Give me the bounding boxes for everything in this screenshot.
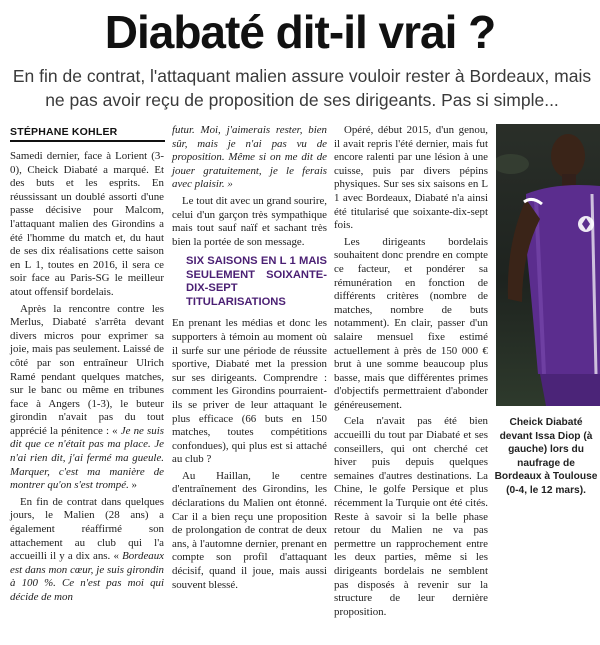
- paragraph: Opéré, début 2015, d'un genou, il avait repris l'été dernier, mais fut encore ralenti par une lésion à une cuisse, puis par divers pépins physiques. Sur ses six saisons en L 1 avec Bordeaux, Diabaté n'a ainsi été titularisé que soixante-dix-sept fois.: [334, 124, 488, 232]
- player-photo-illustration: [496, 124, 600, 406]
- paragraph: En prenant les médias et donc les supporters à témoin au moment où il surfe sur une période de réussite sportive, Diabaté met la pression sur ses dirigeants. Comprendre : comment les Girondins pourraient-ils se priver de leur attaquant le plus efficace (66 buts en 150 matches, toutes compétitions confondues), qui plus est si attaché au club ?: [172, 317, 327, 466]
- quote: Je ne suis dit que ce n'était pas ma place. Je n'ai rien dit, j'ai fermé ma gueule. Marquer, c'est ma manière de montrer qu'on s'est trompé.: [10, 424, 165, 492]
- quote: Bordeaux est dans mon cœur, je suis girondin à 100 %. Ce n'est pas moi qui décide de mon: [10, 550, 165, 603]
- paragraph: En fin de contrat dans quelques jours, le Malien (28 ans) a également réaffirmé son attachement au club qui l'a accueilli il y a dix ans. « Bordeaux est dans mon cœur, je suis girondin à 100 %. Ce n'est pas moi qui décide de mon: [10, 495, 165, 603]
- headline: Diabaté dit-il vrai ?: [104, 6, 496, 58]
- paragraph: Le tout dit avec un grand sourire, celui d'un garçon très sympathique mais tout sauf naïf et sachant très bien la portée de son message.: [172, 194, 327, 248]
- paragraph-text: Après la rencontre contre les Merlus, Diabaté s'arrêta devant divers micros pour exprimer sa joie, mais pas seulement. Laissé de côté par son entraîneur Ulrich Ramé pendant quelques matches, sur le banc ou même en tribunes face à Angers (1-3), le buteur girondin n'avait pas du tout apprécié la pénitence :: [10, 302, 164, 437]
- quote: futur. Moi, j'aimerais rester, bien sûr, mais je n'ai pas vu de proposition. Même si on me dit de jouer gratuitement, je le ferais avec plaisir.: [172, 124, 327, 191]
- standfirst: En fin de contrat, l'attaquant malien assure vouloir rester à Bordeaux, mais ne pas avoir reçu de proposition de ses dirigeants. Pas si simple...: [12, 66, 592, 110]
- paragraph: Après la rencontre contre les Merlus, Diabaté s'arrêta devant divers micros pour exprimer sa joie, mais pas seulement. Laissé de côté par son entraîneur Ulrich Ramé pendant quelques matches, sur le banc ou même en tribunes face à Angers (1-3), le buteur girondin n'avait pas du tout apprécié la pénitence : « Je ne suis dit que ce n'était pas ma place. Je n'ai rien dit, j'ai fermé ma gueule. Marquer, c'est ma manière de montrer qu'on s'est trompé. »: [10, 302, 165, 492]
- player-photo: [496, 124, 600, 406]
- paragraph: Samedi dernier, face à Lorient (3-0), Cheick Diabaté a marqué. Et des buts et les esprits. En réussissant un doublé assorti d'une passe décisive pour Malcom, l'attaquant malien des Girondins a été l'homme du match et, du haut de ses dix réalisations cette saison en L 1, toutes en 2016, il sera ce soir face au Paris-SG le meilleur atout offensif bordelais.: [10, 150, 164, 298]
- paragraph: Au Haillan, le centre d'entraînement des Girondins, les déclarations du Malien ont étonné. Car il a bien reçu une proposition de prolongation de contrat de deux ans, à l'automne dernier, prenant en compte son profil d'attaquant décisif, quand il joue, mais aussi souvent blessé.: [172, 469, 327, 591]
- paragraph: Cela n'avait pas été bien accueilli du tout par Diabaté et ses conseillers, qui ont cherché cet hiver puis depuis quelques semaines d'autres destinations. La Chine, le golfe Persique et plus récemment la Turquie ont été cités. Reste à savoir si la belle phase retour du Malien ne va pas permettre un rapprochement entre les deux parties, même si les dirigeants bordelais ne semblent pas disposés à revenir sur la structure de leur dernière proposition.: [334, 415, 488, 618]
- article-column-2: [172, 124, 327, 595]
- byline: STÉPHANE KOHLER: [10, 126, 165, 142]
- article-column-3: [334, 124, 488, 622]
- paragraph-text: En fin de contrat dans quelques jours, le Malien (28 ans) a également réaffirmé son attachement au club qui l'a accueilli il y a dix ans.: [10, 495, 164, 563]
- intertitle: SIX SAISONS EN L 1 MAIS SEULEMENT SOIXANTE-DIX-SEPT TITULARISATIONS: [186, 255, 327, 308]
- paragraph: Les dirigeants bordelais souhaitent donc prendre en compte ce facteur, et pondérer sa rémunération en fonction de différents critères (nombre de matches, nombre de buts notamment). En clair, passer d'un salaire mensuel fixe estimé actuellement à près de 150 000 € brut à une somme beaucoup plus basse, mais que différentes primes d'objectifs permettraient d'abonder généreusement.: [334, 235, 488, 411]
- article-column-1: [10, 150, 164, 608]
- photo-caption: Cheick Diabaté devant Issa Diop (à gauche) lors du naufrage de Bordeaux à Toulouse (0-4, le 12 mars).: [494, 417, 598, 496]
- quote-continued: futur. Moi, j'aimerais rester, bien sûr, mais je n'ai pas vu de proposition. Même si on me dit de jouer gratuitement, je le ferais avec plaisir. »: [172, 124, 327, 191]
